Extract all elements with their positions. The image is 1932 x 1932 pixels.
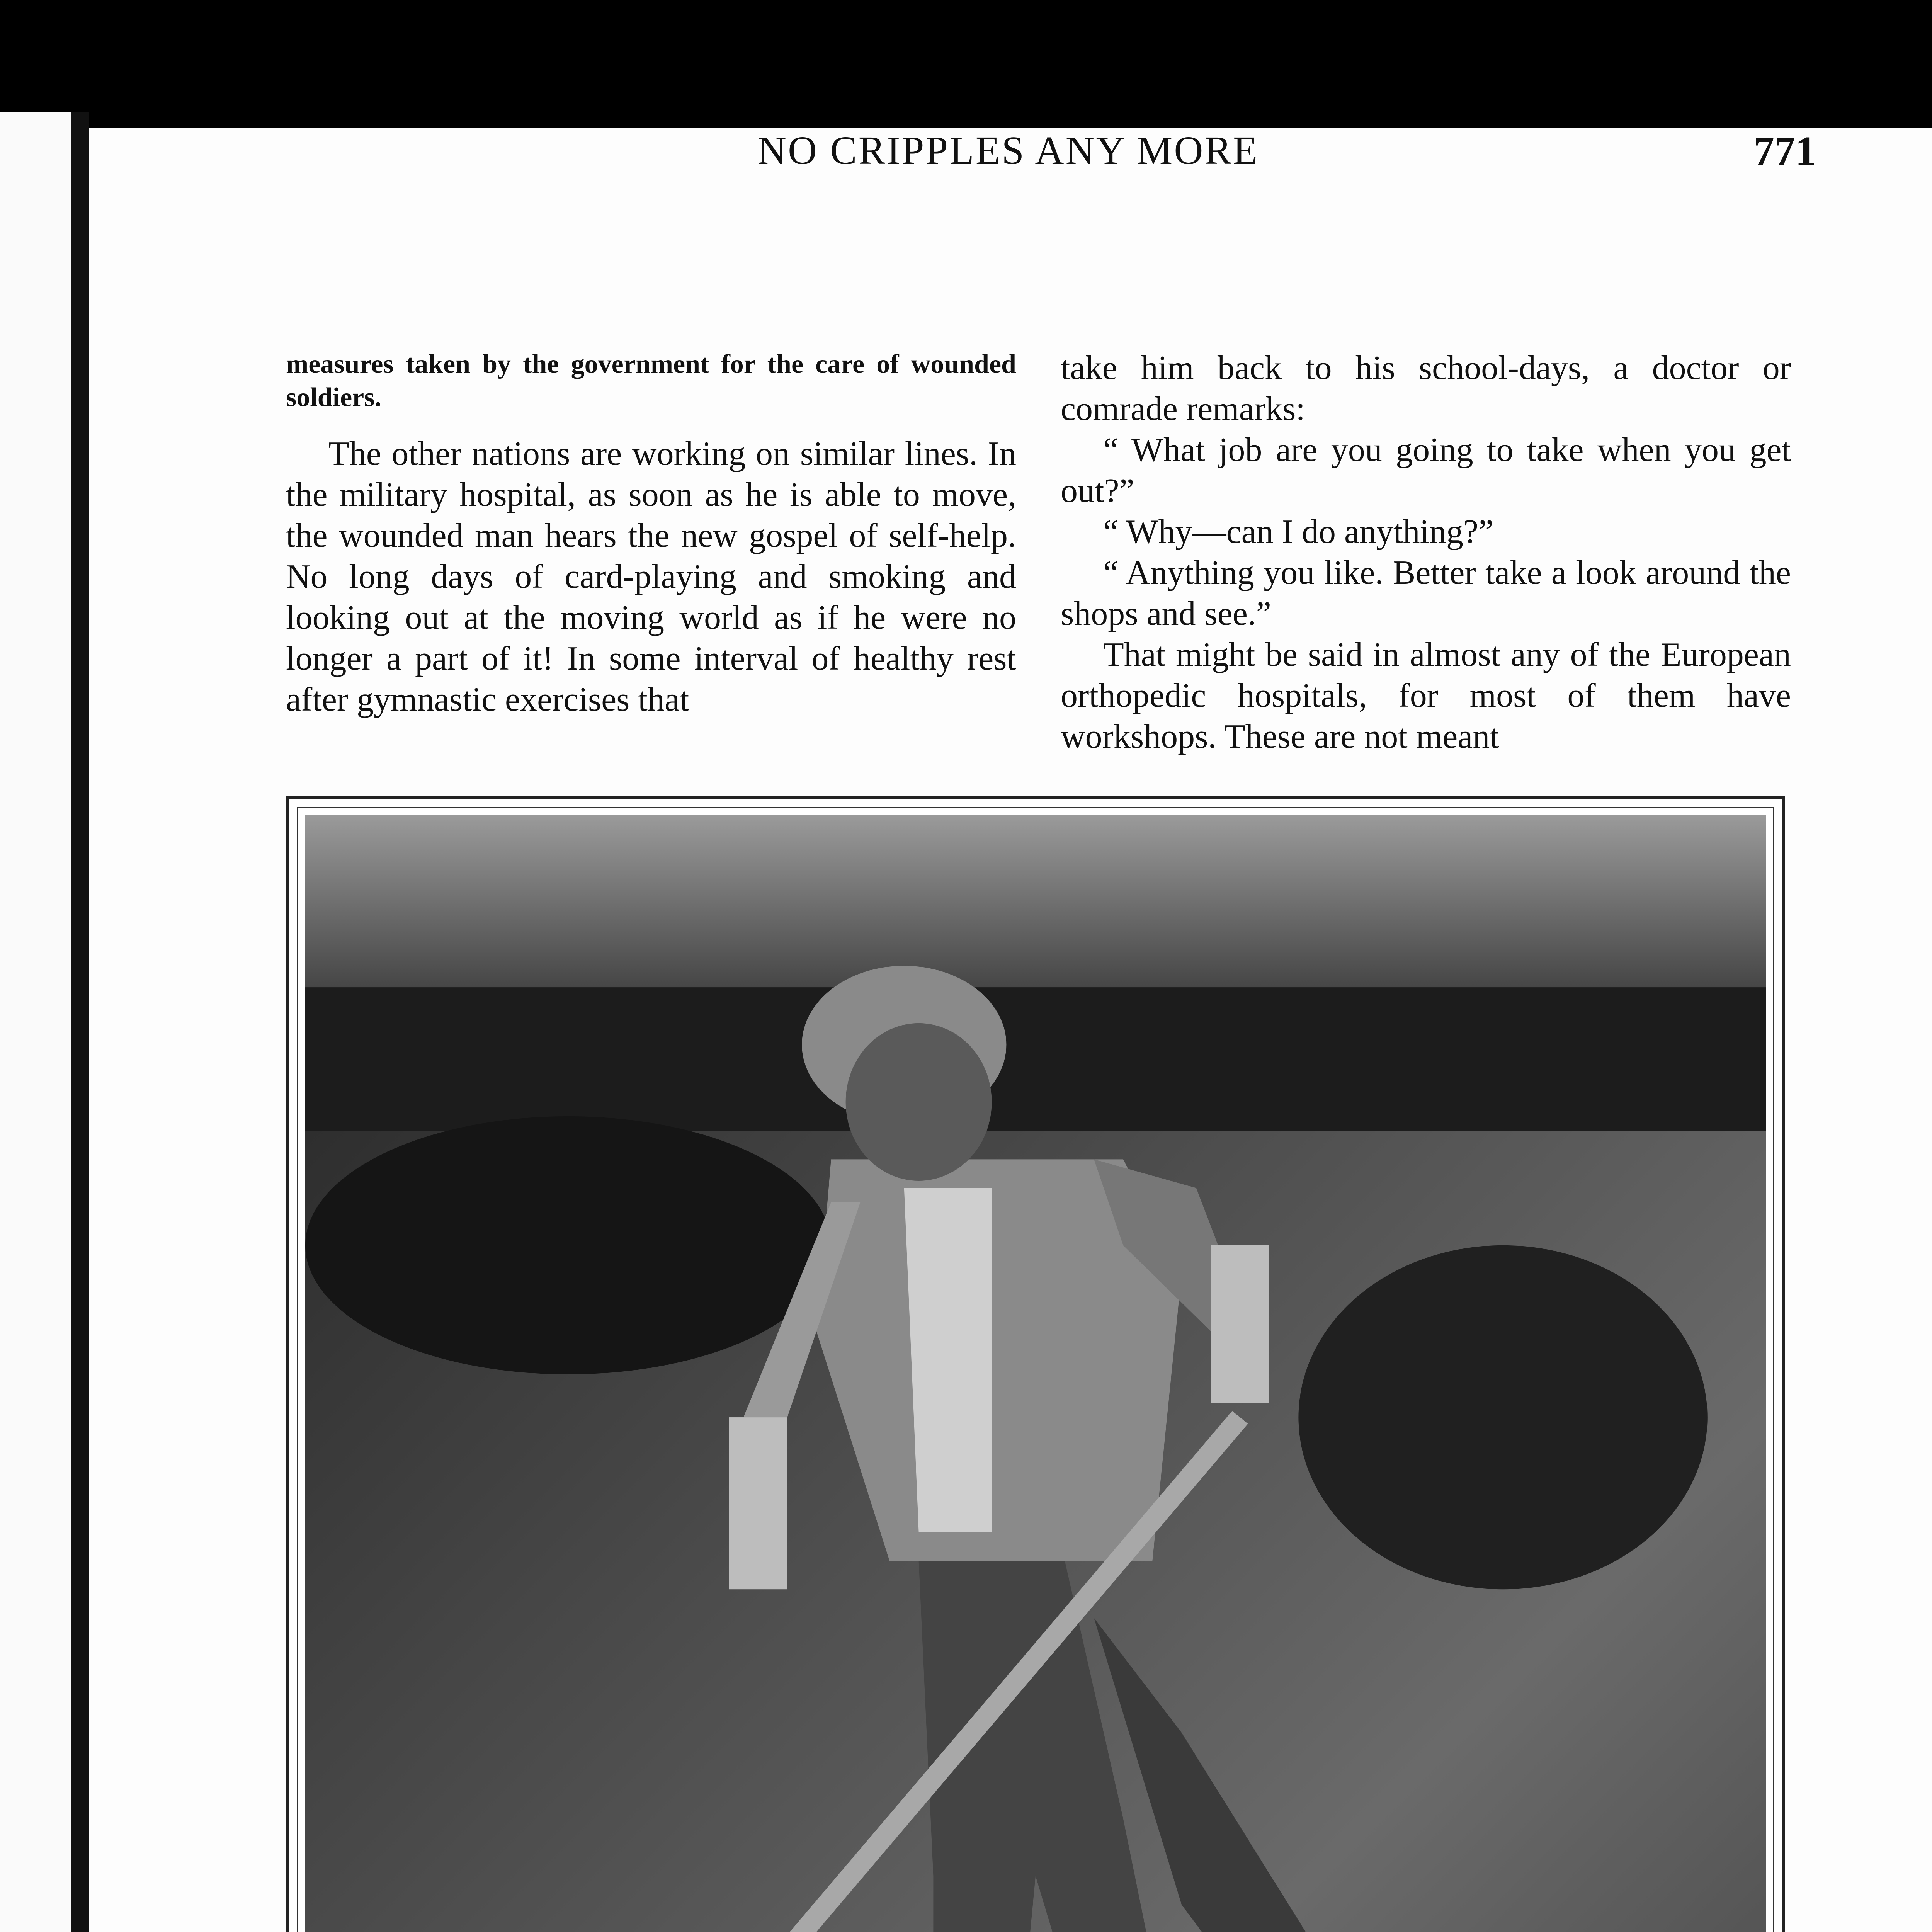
paragraph: take him back to his school-days, a doctor or comrade remarks: xyxy=(1061,349,1791,428)
soldier-photograph-icon xyxy=(305,815,1766,1932)
photo-frame xyxy=(286,796,1785,1932)
left-page-edge xyxy=(0,112,71,1932)
paragraph: That might be said in almost any of the European orthopedic hospitals, for most of them have workshops. These are not meant xyxy=(1061,636,1791,755)
photograph xyxy=(305,815,1766,1932)
paragraph: measures taken by the government for the care of wounded soldiers. xyxy=(286,349,1016,412)
left-column xyxy=(286,348,1016,720)
paragraph: “ Anything you like. Better take a look around the shops and see.” xyxy=(1061,554,1791,633)
page-number: 771 xyxy=(1753,128,1816,174)
paragraph: “ Why—can I do anything?” xyxy=(1103,513,1494,551)
paragraph: “ What job are you going to take when you get out?” xyxy=(1061,431,1791,510)
page-header xyxy=(665,128,1816,205)
book-gutter xyxy=(71,112,89,1932)
right-column xyxy=(1061,348,1791,757)
photo-inner-border xyxy=(297,807,1774,1932)
paragraph: The other nations are working on similar lines. In the military hospital, as soon as he is able to move, the wounded man hears the new gospel of self-help. No long days of card-playing and smoking and looking out at the moving world as if he were no longer a part of it! In some interval of healthy rest after gymnastic exercises that xyxy=(286,435,1016,718)
running-head: NO CRIPPLES ANY MORE xyxy=(757,128,1259,173)
